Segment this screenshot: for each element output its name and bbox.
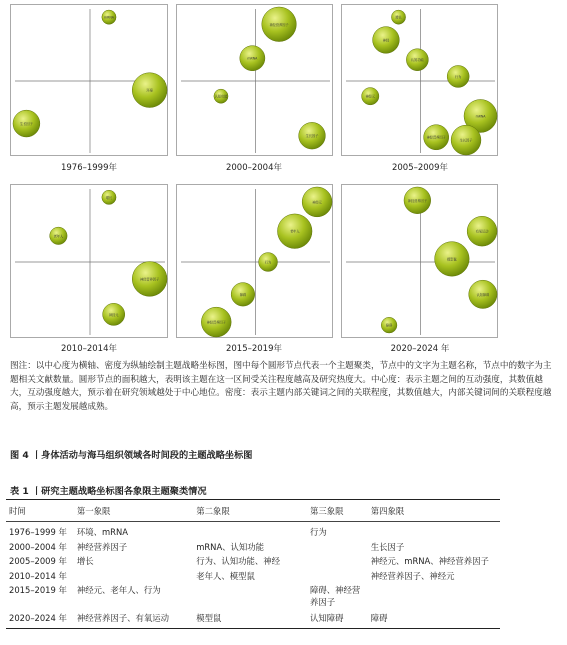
bubble-label: 神经营养因子	[426, 135, 446, 140]
cell: 2000–2004 年	[9, 541, 67, 552]
panel-label: 1976–1999年	[60, 163, 117, 173]
bubble-chart	[11, 185, 169, 339]
bubble-label: 增长	[105, 195, 113, 200]
panel-label: 2005–2009年	[391, 163, 448, 173]
bubble-label: 神经营养因子	[140, 277, 160, 282]
cell: 模型鼠	[193, 610, 307, 629]
cell: 神经元、老年人、行为	[76, 585, 161, 595]
panel-label: 2000–2004年	[225, 163, 282, 173]
cell	[307, 540, 368, 555]
cell	[368, 584, 500, 610]
bubble-chart	[342, 185, 499, 339]
cell	[368, 522, 500, 541]
bubble-label: 老年人	[53, 234, 64, 239]
quadrant-table	[6, 499, 500, 629]
bubble-label: 生长因子	[20, 122, 33, 127]
bubble-label: 认知功能	[214, 94, 228, 99]
bubble-label: 神经营养因子	[269, 22, 289, 27]
bubble-label: 增长	[395, 15, 402, 20]
bubble-chart	[177, 185, 334, 339]
table-row	[6, 584, 500, 610]
cell: 1976–1999 年	[9, 527, 67, 537]
table-row	[6, 555, 500, 570]
cell: 神经营养因子、神经元	[370, 570, 455, 581]
bubble-label: 认知功能	[410, 58, 424, 63]
bubble-label: 神经元	[312, 200, 322, 205]
bubble-chart	[177, 5, 334, 157]
bubble-label: 障碍	[239, 292, 247, 297]
cell: 2010–2014 年	[9, 570, 67, 581]
panel-label: 2010–2014年	[60, 344, 117, 354]
table-row	[6, 610, 500, 629]
header-q3: 第三象限	[307, 500, 368, 522]
cell: 2015–2019 年	[9, 585, 67, 595]
cell	[307, 569, 368, 584]
bubble-label: mRNA	[104, 15, 114, 20]
bubble-label: 神经营养因子	[206, 320, 226, 325]
figure-title: 图 4 丨身体活动与海马组织领域各时间段的主题战略坐标图	[10, 450, 253, 461]
bubble-label: 模型鼠	[447, 257, 457, 262]
cell: mRNA、认知功能	[196, 541, 265, 552]
bubble-chart	[11, 5, 169, 157]
table-row	[6, 569, 500, 584]
header-q4: 第四象限	[368, 500, 500, 522]
bubble-label: mRNA	[247, 56, 258, 61]
bubble-label: 神经营养因子	[407, 198, 427, 203]
cell	[193, 522, 307, 541]
bubble-label: 生长因子	[459, 138, 473, 143]
panel-2010-2014	[10, 184, 168, 338]
header-q1: 第一象限	[74, 500, 193, 522]
table-header-row	[6, 500, 500, 522]
cell: 环境、mRNA	[76, 527, 128, 537]
table-row	[6, 522, 500, 541]
cell: 行为	[309, 527, 327, 537]
header-time: 时间	[6, 500, 74, 522]
bubble-chart	[342, 5, 499, 157]
table-title: 表 1 丨研究主题战略坐标图各象限主题聚类情况	[10, 486, 207, 497]
panel-label: 2015–2019年	[225, 344, 282, 354]
bubble-label: 神经元	[365, 94, 376, 99]
cell: 生长因子	[370, 541, 405, 552]
panel-2000-2004	[176, 4, 333, 156]
cell: 老年人、模型鼠	[196, 570, 255, 581]
bubble-label: 神经元	[108, 312, 119, 317]
cell: 认知障碍	[307, 610, 368, 629]
panel-2015-2019	[176, 184, 333, 338]
cell: 障碍	[368, 610, 500, 629]
bubble-label: 有氧运动	[475, 229, 489, 234]
bubble-label: 老年人	[289, 229, 300, 234]
bubble-label: 行为	[454, 74, 462, 79]
panel-2020-2024	[341, 184, 498, 338]
figure-caption: 图注：以中心度为横轴、密度为纵轴绘制主题战略坐标图，图中每个圆形节点代表一个主题聚类，节点中的文字为主题名称，节点中的数字为主题相关文献数量。圆形节点的面积越大，表明该主题在这一区间受关注程度越高及研究热度大。中心度：表示主题之间的互动强度，其数值越大，互动强度越大，预示着在研究领域越处于中心地位。密度：表示主题内部关键词之间的关联程度，其数值越大，内部关键词间的关联程度越高，预示主题发展越成熟。	[10, 361, 552, 412]
panel-label: 2020–2024 年	[390, 344, 450, 354]
cell: 行为、认知功能、神经	[196, 556, 280, 566]
bubble-label: 环境	[146, 88, 153, 93]
cell: 障碍、神经营养因子	[309, 585, 361, 607]
panel-1976-1999	[10, 4, 168, 156]
cell	[307, 555, 368, 570]
cell: 神经元、mRNA、神经营养因子	[370, 556, 489, 566]
bubble-label: 障碍	[385, 323, 393, 328]
cell: 2020–2024 年	[6, 610, 74, 629]
cell	[193, 584, 307, 610]
panel-2005-2009	[341, 4, 498, 156]
cell	[74, 569, 193, 584]
cell: 神经营养因子	[76, 541, 128, 552]
cell: 2005–2009 年	[9, 556, 67, 566]
bubble-label: 生长因子	[305, 134, 319, 139]
bubble-label: 行为	[264, 260, 272, 265]
cell: 增长	[76, 556, 94, 566]
bubble-label: mRNA	[475, 114, 486, 119]
bubble-label: 认知障碍	[476, 292, 490, 297]
table-row	[6, 540, 500, 555]
bubble-label: 神经	[382, 38, 390, 43]
header-q2: 第二象限	[193, 500, 307, 522]
cell: 神经营养因子、有氧运动	[74, 610, 193, 629]
